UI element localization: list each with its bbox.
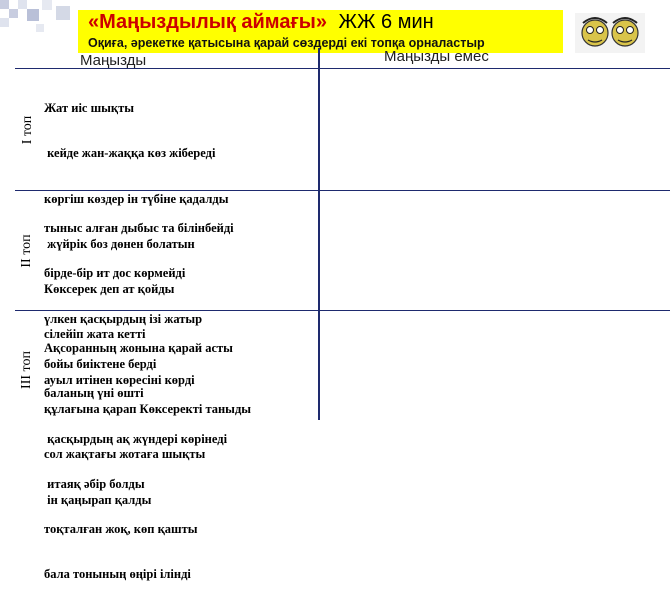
group-label-3: III топ — [19, 351, 34, 389]
list-item: Көксерек деп ат қойды — [44, 282, 175, 297]
list-item: кейде жан-жаққа көз жібереді — [44, 146, 216, 161]
list-item: бала тонының өңірі ілінді — [44, 567, 191, 582]
list-item: тыныс алған дыбыс та білінбейді — [44, 221, 234, 235]
group-label-1: I топ — [20, 115, 35, 145]
list-item: сілейіп жата кетті — [44, 327, 146, 342]
column-divider — [318, 48, 320, 420]
group-label-2: II топ — [19, 234, 34, 268]
column-header-important: Маңызды — [80, 52, 147, 69]
list-item: көргіш көздер ін түбіне қадалды — [44, 191, 229, 206]
list-item: сол жақтағы жотаға шықты — [44, 447, 206, 462]
list-item: ін қаңырап қалды — [44, 492, 152, 507]
list-item: жүйрік боз дөнен болатын — [44, 236, 195, 251]
column-header-not-important: Маңызды емес — [384, 48, 489, 65]
list-item: Жат иіс шықты — [44, 101, 135, 115]
list-item: қасқырдың ақ жүндері көрінеді — [44, 431, 228, 446]
list-item: құлағына қарап Көксеректі таныды — [44, 402, 252, 417]
list-item: бірде-бір ит дос көрмейді — [44, 266, 186, 281]
list-item: ауыл итінен көресіні көрді — [44, 372, 195, 387]
list-item: үлкен қасқырдың ізі жатыр — [44, 311, 203, 326]
group-3-word-list — [44, 311, 233, 598]
page-title — [88, 10, 434, 34]
list-item: бойы биіктене берді — [44, 356, 157, 371]
list-item: баланың үні өшті — [44, 386, 144, 401]
list-item: тоқталған жоқ, көп қашты — [44, 522, 198, 537]
people-clipart-icon — [575, 13, 645, 53]
title-main: «Маңыздылық аймағы» — [88, 11, 327, 33]
table-top-line — [15, 68, 670, 69]
title-time: ЖЖ 6 мин — [338, 11, 434, 33]
list-item: итаяқ әбір болды — [44, 476, 145, 491]
page-subtitle: Оқиға, әрекетке қатысына қарай сөздерді екі топқа орналастыр — [88, 36, 485, 50]
list-item: Ақсоранның жонына қарай асты — [44, 341, 233, 355]
